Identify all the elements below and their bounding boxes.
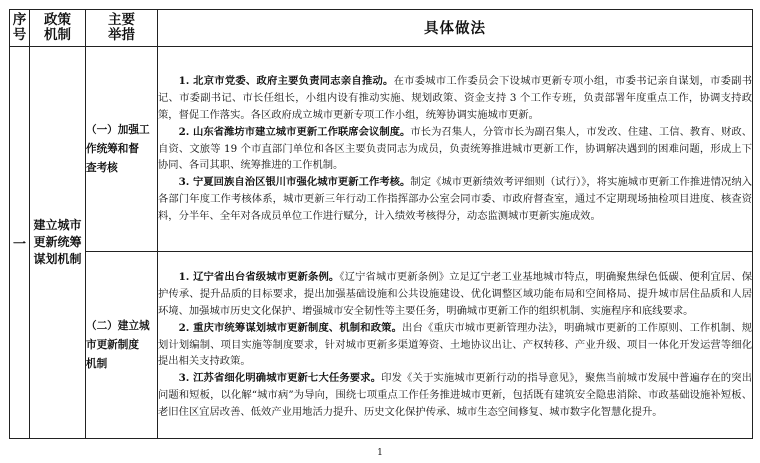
- measure-1-line-1: （一）加强工: [86, 123, 150, 136]
- table-row: [10, 47, 753, 252]
- measure-cell-2: [86, 252, 158, 439]
- header-measure: [86, 10, 158, 47]
- row-category-line-1: 建立城市: [33, 218, 82, 232]
- measure-1-line-2: 作统筹和督: [86, 142, 139, 155]
- measure-cell-1: [86, 47, 158, 252]
- row-category-line-3: 谋划机制: [33, 252, 82, 266]
- policy-table: [9, 9, 753, 439]
- header-seq: [10, 10, 30, 47]
- page-number: 1: [377, 448, 383, 458]
- practice-item: [158, 73, 752, 124]
- practice-cell-2: [158, 252, 753, 439]
- row-seq: 一: [10, 47, 30, 439]
- practice-item-text: 制定《城市更新绩效考评细则（试行）》，将实施城市更新工作推进情况纳入各部门年度工作考核体系，城市更新三年行动工作指挥部办公室会同市委、市政府督查室，通过不定期现场抽检项目进度、核查资料，分半年、全年对各成员单位工作进行赋分，计入绩效考核得分，动态监测城市更新实施成效。: [158, 176, 752, 223]
- header-measure-line-2: 举措: [108, 27, 135, 43]
- practice-item: [158, 124, 752, 175]
- header-category-line-2: 机制: [44, 27, 71, 43]
- measure-2-line-1: （二）建立城: [86, 319, 150, 332]
- practice-item: [158, 370, 752, 421]
- row-category-line-2: 更新统筹: [33, 235, 82, 249]
- practice-item-heading: 2. 山东省潍坊市建立城市更新工作联席会议制度。: [178, 125, 411, 138]
- practice-item-text: 市长为召集人，分管市长为副召集人，市发改、住建、工信、教育、财政、自资、文旅等 19 个市直部门单位和各区主要负责同志为成员，负责统筹推进城市更新工作，协调解决遇到的困难问题，形成上下协同、各司其职、统筹推进的工作机制。: [158, 125, 752, 172]
- header-category: [30, 10, 86, 47]
- practice-cell-1: [158, 47, 753, 252]
- header-practice: 具体做法: [158, 10, 753, 47]
- practice-item-text: 在市委城市工作委员会下设城市更新专项小组，市委书记亲自谋划，市委副书记、市委副书记、市长任组长，小组内设有推动实施、规划政策、资金支持 3 个工作专班，负责部署年度重点工作，协调支持政策，督促工作落实。各区政府成立城市更新专项工作小组，统筹协调实施城市更新。: [158, 74, 753, 121]
- practice-item-text: 出台《重庆市城市更新管理办法》，明确城市更新的工作原则、工作机制、规划计划编制、项目实施等制度要求，针对城市更新多渠道筹资、土地协议出让、产权转移、产业升级、项目一体化开发运营等细化提出相关支持政策。: [158, 321, 752, 368]
- header-measure-line-1: 主要: [108, 12, 135, 28]
- practice-item-heading: 1. 北京市党委、政府主要负责同志亲自推动。: [178, 74, 394, 87]
- measure-1-line-3: 查考核: [86, 161, 118, 174]
- practice-item-text: 印发《关于实施城市更新行动的指导意见》，聚焦当前城市发展中普遍存在的突出问题和短板，以化解“城市病”为导向，围绕七项重点工作任务推进城市更新，包括既有建筑安全隐患消除、市政基础设施补短板、老旧住区宜居改善、低效产业用地活力提升、历史文化保护传承、城市生态空间修复、城市数字化智慧化提升。: [158, 372, 752, 419]
- row-category: [30, 47, 86, 439]
- header-seq-line-2: 号: [12, 27, 27, 43]
- practice-item-text: 《辽宁省城市更新条例》立足辽宁老工业基地城市特点，明确聚焦绿色低碳、便利宜居、保护传承、提升品质的目标要求，提出加强基础设施和公共设施建设、优化调整区域功能布局和空间格局、提升城市居住品质和人居环境、加强城市历史文化保护、增强城市安全韧性等主要任务，明确城市更新工作的组织机制、实施程序和底线要求。: [158, 270, 752, 317]
- header-seq-line-1: 序: [12, 12, 27, 28]
- measure-2-line-3: 机制: [86, 357, 108, 370]
- practice-item: [158, 174, 752, 225]
- header-row: [10, 10, 753, 47]
- table-row: [10, 252, 753, 439]
- header-category-line-1: 政策: [44, 12, 71, 28]
- practice-item-heading: 2. 重庆市统筹谋划城市更新制度、机制和政策。: [178, 321, 403, 334]
- practice-item: [158, 320, 752, 371]
- measure-2-line-2: 市更新制度: [86, 338, 139, 351]
- practice-item-heading: 3. 江苏省细化明确城市更新七大任务要求。: [178, 372, 382, 385]
- practice-item-heading: 1. 辽宁省出台省级城市更新条例。: [178, 270, 340, 283]
- practice-item-heading: 3. 宁夏回族自治区银川市强化城市更新工作考核。: [178, 176, 411, 189]
- practice-item: [158, 269, 752, 320]
